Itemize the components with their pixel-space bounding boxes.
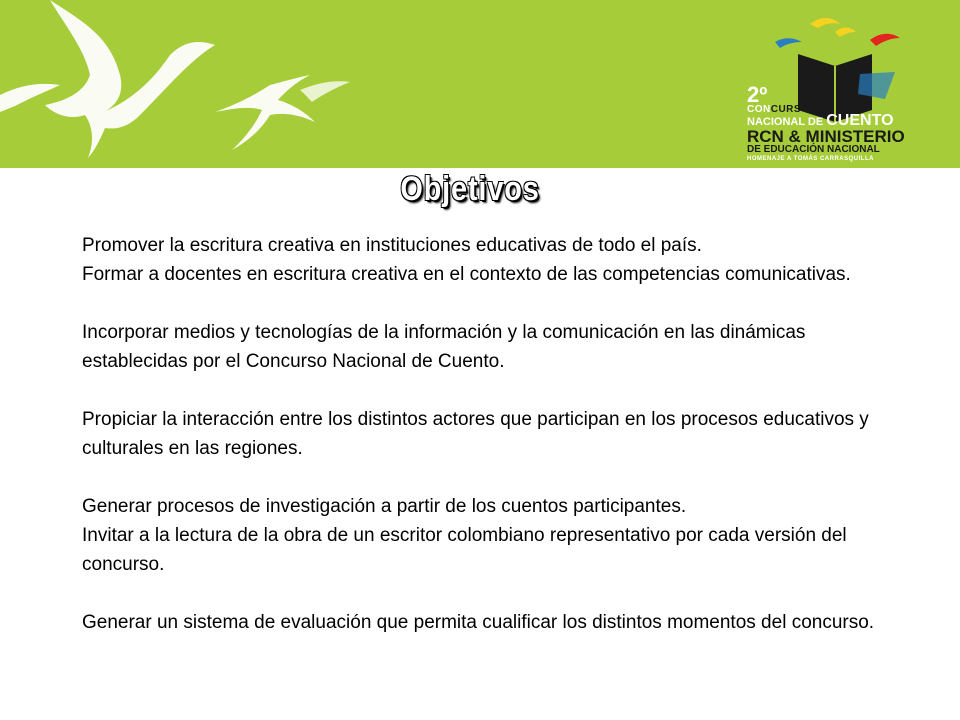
paragraph [82, 231, 902, 289]
paragraph [82, 405, 902, 463]
text-line: Promover la escritura creativa en instituciones educativas de todo el país. [82, 235, 702, 256]
logo-rcn: RCN & MINISTERIO [747, 127, 905, 146]
objectives-list [82, 231, 902, 666]
logo-concurso: CONCURSO [747, 104, 810, 115]
paragraph [82, 608, 902, 637]
contest-logo [740, 4, 955, 164]
text-line: Propiciar la interacción entre los distintos actores que participan en los procesos educativos y culturales en las regiones. [82, 409, 869, 459]
text-line: Invitar a la lectura de la obra de un escritor colombiano representativo por cada versión del concurso. [82, 525, 847, 575]
text-line: Incorporar medios y tecnologías de la información y la comunicación en las dinámicas establecidas por el Concurso Nacional de Cuento. [82, 322, 806, 372]
logo-nacional: NACIONAL DE CUENTO [747, 112, 894, 129]
paragraph [82, 318, 902, 376]
text-line: Generar procesos de investigación a partir de los cuentos participantes. [82, 496, 687, 517]
paragraph [82, 492, 902, 579]
logo-ministerio: DE EDUCACIÓN NACIONAL [747, 144, 880, 155]
header-banner [0, 0, 960, 168]
text-line: Formar a docentes en escritura creativa en el contexto de las competencias comunicativas. [82, 264, 851, 285]
text-line: Generar un sistema de evaluación que permita cualificar los distintos momentos del concurso. [82, 612, 875, 633]
logo-number: 2º [747, 82, 768, 107]
flying-birds-icon [0, 0, 700, 168]
page-title: Objetivos [400, 170, 540, 208]
logo-homenaje: HOMENAJE A TOMÁS CARRASQUILLA [747, 156, 874, 162]
